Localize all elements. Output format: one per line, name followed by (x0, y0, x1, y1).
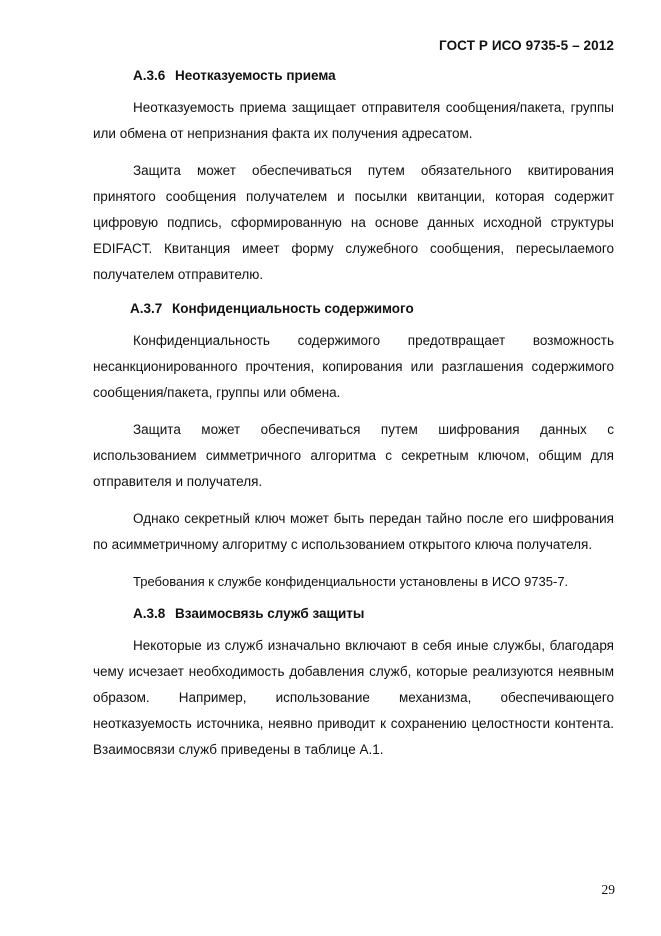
paragraph: Некоторые из служб изначально включают в себя иные службы, благодаря чему исчезает необходимость добавления служб, которые реализуются неявным образом. Например, использование механизма, обеспечивающего неотказуемость источника, неявно приводит к сохранению целостности контента. Взаимосвязи служб приведены в таблице А.1. (93, 638, 614, 757)
section-title: Неотказуемость приема (175, 68, 336, 83)
document-header: ГОСТ Р ИСО 9735-5 – 2012 (439, 38, 614, 53)
paragraph: Защита может обеспечиваться путем шифрования данных с использованием симметричного алгоритма с секретным ключом, общим для отправителя и получателя. (93, 422, 614, 489)
section-title: Взаимосвязь служб защиты (175, 606, 365, 621)
section-number: А.3.6 (133, 68, 166, 83)
paragraph: Неотказуемость приема защищает отправителя сообщения/пакета, группы или обмена от непризнания факта их получения адресатом. (93, 100, 614, 141)
paragraph: Защита может обеспечиваться путем обязательного квитирования принятого сообщения получателем и посылки квитанции, которая содержит цифровую подпись, сформированную на основе данных исходной структуры EDIFACT. Квитанция имеет форму служебного сообщения, пересылаемого получателем отправителю. (93, 163, 614, 282)
paragraph: Однако секретный ключ может быть передан тайно после его шифрования по асимметричному алгоритму с использованием открытого ключа получателя. (93, 511, 614, 552)
page-number: 29 (601, 882, 615, 897)
paragraph-reference: Требования к службе конфиденциальности установлены в ИСО 9735-7. (133, 574, 569, 589)
paragraph: Конфиденциальность содержимого предотвращает возможность несанкционированного прочтения, копирования или разглашения содержимого сообщения/пакета, группы или обмена. (93, 333, 614, 400)
section-number: А.3.7 (130, 301, 163, 316)
section-heading-a38 (133, 604, 614, 624)
section-heading-a36 (133, 66, 614, 86)
page-content (93, 66, 614, 774)
section-title: Конфиденциальность содержимого (172, 301, 414, 316)
section-number: А.3.8 (133, 606, 166, 621)
section-heading-a37 (130, 299, 614, 319)
